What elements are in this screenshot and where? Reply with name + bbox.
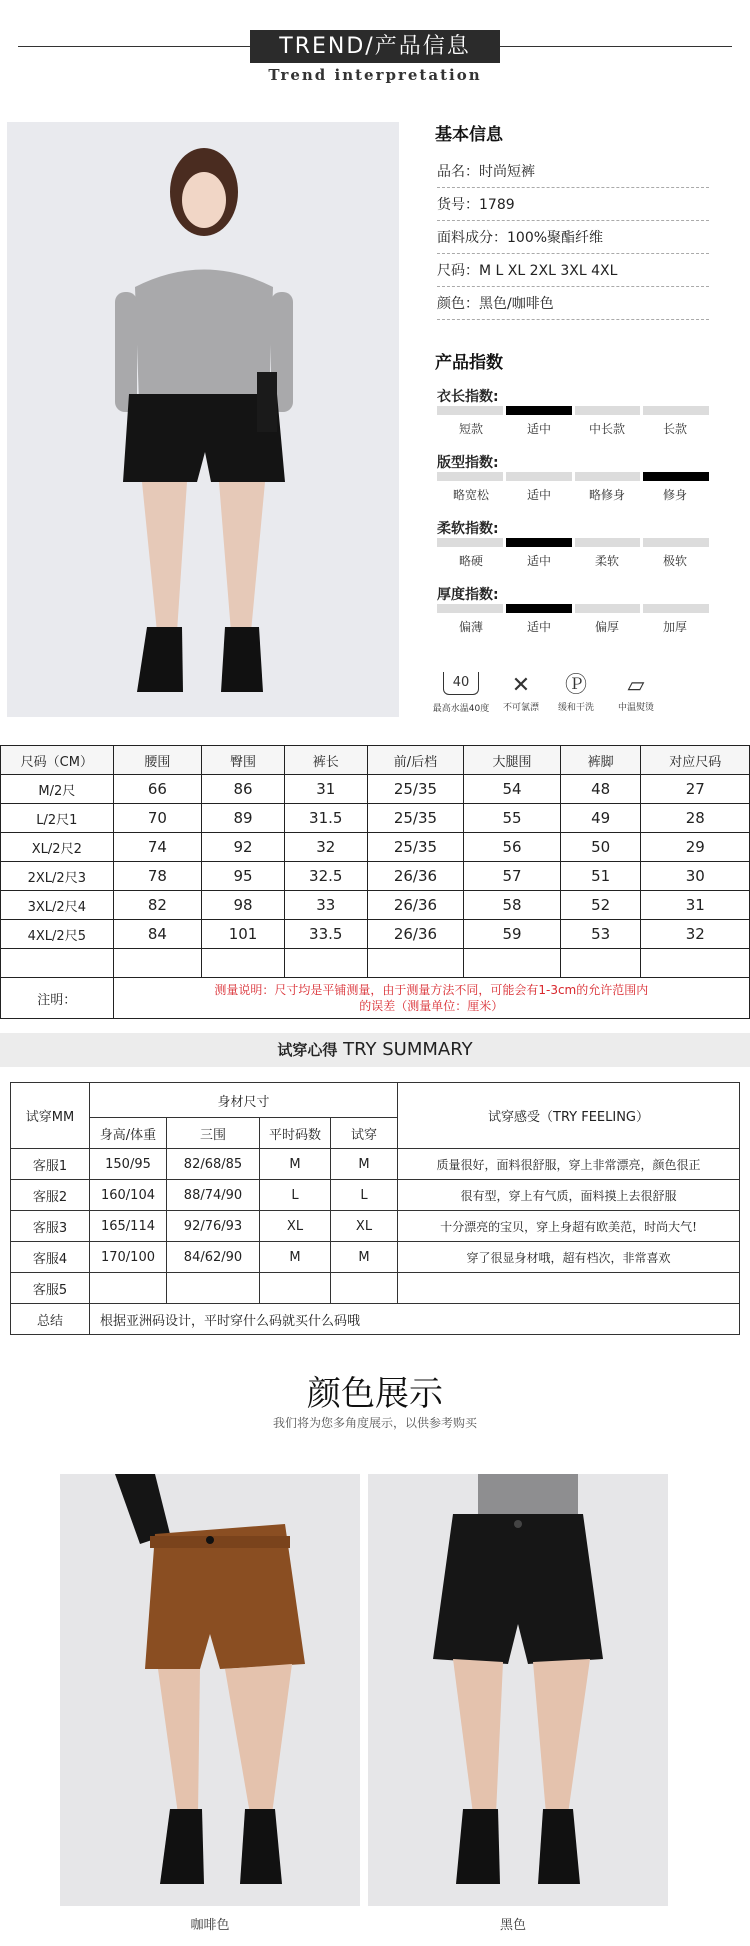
try-header-feeling: 试穿感受（TRY FEELING） xyxy=(398,1083,740,1149)
index-bar-thickness xyxy=(437,604,709,613)
try-cell: 150/95 xyxy=(90,1149,167,1180)
try-cell: M xyxy=(331,1149,398,1180)
try-cell: XL xyxy=(260,1211,331,1242)
black-shorts-photo xyxy=(368,1474,668,1906)
size-note-row xyxy=(1,978,750,1019)
size-cell: 29 xyxy=(641,833,750,862)
try-feedback: 很有型，穿上有气质，面料摸上去很舒服 xyxy=(398,1180,740,1211)
size-cell: 55 xyxy=(464,804,561,833)
size-header-cell: 尺码（CM） xyxy=(1,746,114,775)
size-cell: 86 xyxy=(202,775,285,804)
basic-info-title: 基本信息 xyxy=(435,125,503,145)
color-show-title: 颜色展示 xyxy=(307,1374,443,1414)
size-header-cell: 裤脚 xyxy=(560,746,641,775)
index-option: 中长款 xyxy=(588,422,625,436)
index-label-thickness: 厚度指数: xyxy=(437,587,499,603)
table-row xyxy=(1,920,750,949)
table-row xyxy=(1,775,750,804)
table-row xyxy=(11,1211,740,1242)
size-note-text xyxy=(113,978,749,1019)
product-index-title: 产品指数 xyxy=(435,353,503,373)
try-table xyxy=(10,1082,740,1335)
no-bleach-icon: ✕ xyxy=(511,673,531,698)
table-row xyxy=(11,1180,740,1211)
size-cell: 57 xyxy=(464,862,561,891)
size-cell: 26/36 xyxy=(367,862,464,891)
try-cell: 客服4 xyxy=(11,1242,90,1273)
try-summary-title-en: TRY SUMMARY xyxy=(343,1039,473,1060)
size-cell: 54 xyxy=(464,775,561,804)
color-show-subtitle: 我们将为您多角度展示，以供参考购买 xyxy=(272,1416,477,1430)
table-row xyxy=(11,1273,740,1304)
size-cell: M/2尺 xyxy=(1,775,114,804)
size-header-cell: 前/后档 xyxy=(367,746,464,775)
index-bar-fit xyxy=(437,472,709,481)
index-option: 略修身 xyxy=(588,488,625,502)
try-cell: 84/62/90 xyxy=(167,1242,260,1273)
size-cell: 31.5 xyxy=(284,804,367,833)
try-cell: 客服1 xyxy=(11,1149,90,1180)
table-row-empty xyxy=(1,949,750,978)
index-bar-length xyxy=(437,406,709,415)
size-cell: 27 xyxy=(641,775,750,804)
size-cell: 95 xyxy=(202,862,285,891)
size-cell: 25/35 xyxy=(367,775,464,804)
size-cell: 98 xyxy=(202,891,285,920)
size-cell: 33 xyxy=(284,891,367,920)
try-cell: M xyxy=(260,1149,331,1180)
size-cell: XL/2尺2 xyxy=(1,833,114,862)
index-option: 略硬 xyxy=(458,554,483,568)
try-header-model: 试穿MM xyxy=(11,1083,90,1149)
try-cell: 165/114 xyxy=(90,1211,167,1242)
header-subtitle: Trend interpretation xyxy=(268,66,482,84)
index-option: 偏厚 xyxy=(594,620,619,634)
size-header-cell: 臀围 xyxy=(202,746,285,775)
index-option: 适中 xyxy=(526,422,551,436)
try-feedback: 质量很好，面料很舒服，穿上非常漂亮，颜色很正 xyxy=(398,1149,740,1180)
try-cell: 92/76/93 xyxy=(167,1211,260,1242)
table-row xyxy=(11,1242,740,1273)
index-option: 极软 xyxy=(662,554,687,568)
size-cell: 30 xyxy=(641,862,750,891)
info-row-sku: 货号：1789 xyxy=(437,194,709,221)
try-summary-title-cn: 试穿心得 xyxy=(277,1041,338,1059)
care-wash xyxy=(430,672,492,714)
try-summary-row xyxy=(11,1304,740,1335)
size-cell: 74 xyxy=(113,833,202,862)
care-label: 不可氯漂 xyxy=(502,703,539,713)
size-table-header xyxy=(1,746,750,775)
index-option: 略宽松 xyxy=(452,488,489,502)
index-options-length xyxy=(437,420,709,437)
size-cell: 32 xyxy=(284,833,367,862)
size-cell: 25/35 xyxy=(367,833,464,862)
index-option: 修身 xyxy=(662,488,687,502)
size-cell: 92 xyxy=(202,833,285,862)
info-row-name: 品名：时尚短裤 xyxy=(437,161,709,188)
index-option: 柔软 xyxy=(594,554,619,568)
index-label-softness: 柔软指数: xyxy=(437,521,499,537)
index-options-softness xyxy=(437,552,709,569)
size-cell: 32.5 xyxy=(284,862,367,891)
size-cell: 89 xyxy=(202,804,285,833)
try-cell: 160/104 xyxy=(90,1180,167,1211)
size-cell: 56 xyxy=(464,833,561,862)
table-row xyxy=(1,833,750,862)
info-row-sizes: 尺码：M L XL 2XL 3XL 4XL xyxy=(437,260,709,287)
size-cell: 25/35 xyxy=(367,804,464,833)
size-header-cell: 大腿围 xyxy=(464,746,561,775)
index-option: 适中 xyxy=(526,554,551,568)
info-row-fabric: 面料成分：100%聚酯纤维 xyxy=(437,227,709,254)
size-header-cell: 对应尺码 xyxy=(641,746,750,775)
try-cell: 88/74/90 xyxy=(167,1180,260,1211)
try-subheader-cell: 三围 xyxy=(167,1118,260,1149)
size-cell: 48 xyxy=(560,775,641,804)
size-cell: 51 xyxy=(560,862,641,891)
table-row xyxy=(1,804,750,833)
index-options-fit xyxy=(437,486,709,503)
try-summary-bar xyxy=(0,1033,750,1067)
try-cell: M xyxy=(260,1242,331,1273)
try-cell: 客服3 xyxy=(11,1211,90,1242)
index-label-length: 衣长指数: xyxy=(437,389,499,405)
size-cell: 31 xyxy=(641,891,750,920)
size-cell: 26/36 xyxy=(367,891,464,920)
size-note-line: 测量说明：尺寸均是平铺测量，由于测量方法不同，可能会有1-3cm的允许范围内 xyxy=(214,983,649,997)
size-cell: 2XL/2尺3 xyxy=(1,862,114,891)
size-cell: 66 xyxy=(113,775,202,804)
care-dryclean xyxy=(545,672,607,713)
size-cell: 3XL/2尺4 xyxy=(1,891,114,920)
info-row-colors: 颜色：黑色/咖啡色 xyxy=(437,293,709,320)
size-cell: 82 xyxy=(113,891,202,920)
care-bleach xyxy=(490,672,552,713)
try-summary-text: 根据亚洲码设计，平时穿什么码就买什么码哦 xyxy=(90,1304,740,1335)
iron-icon: ⏥ xyxy=(627,673,645,698)
care-label: 缓和干洗 xyxy=(557,703,594,713)
index-option: 长款 xyxy=(662,422,687,436)
care-label: 中温熨烫 xyxy=(617,703,654,713)
size-header-cell: 腰围 xyxy=(113,746,202,775)
size-cell: 59 xyxy=(464,920,561,949)
try-cell: 客服2 xyxy=(11,1180,90,1211)
try-cell: XL xyxy=(331,1211,398,1242)
size-cell: 31 xyxy=(284,775,367,804)
size-cell: 50 xyxy=(560,833,641,862)
model-photo xyxy=(7,122,399,717)
care-label: 最高水温40度 xyxy=(432,704,490,714)
size-cell: 4XL/2尺5 xyxy=(1,920,114,949)
size-cell: 52 xyxy=(560,891,641,920)
try-subheader-cell: 平时码数 xyxy=(260,1118,331,1149)
try-cell: 82/68/85 xyxy=(167,1149,260,1180)
try-cell: M xyxy=(331,1242,398,1273)
caption-black: 黑色 xyxy=(499,1918,526,1933)
size-cell: 28 xyxy=(641,804,750,833)
size-cell: 49 xyxy=(560,804,641,833)
wash-40-icon: 40 xyxy=(443,672,479,695)
size-cell: 84 xyxy=(113,920,202,949)
size-cell: 53 xyxy=(560,920,641,949)
size-note-label: 注明： xyxy=(1,978,114,1019)
table-row xyxy=(1,891,750,920)
coffee-shorts-photo xyxy=(60,1474,360,1906)
care-iron xyxy=(605,672,667,713)
index-option: 加厚 xyxy=(662,620,687,634)
index-bar-softness xyxy=(437,538,709,547)
try-summary-label: 总结 xyxy=(11,1304,90,1335)
try-cell: 客服5 xyxy=(11,1273,90,1304)
size-note-line: 的误差（测量单位：厘米） xyxy=(359,999,504,1013)
try-feedback: 穿了很显身材哦，超有档次，非常喜欢 xyxy=(398,1242,740,1273)
size-cell: 26/36 xyxy=(367,920,464,949)
size-cell: 33.5 xyxy=(284,920,367,949)
dry-clean-icon: Ⓟ xyxy=(564,673,587,698)
index-option: 偏薄 xyxy=(458,620,483,634)
table-row xyxy=(11,1149,740,1180)
try-table-header xyxy=(11,1083,740,1118)
index-options-thickness xyxy=(437,618,709,635)
index-option: 短款 xyxy=(458,422,483,436)
size-cell: 58 xyxy=(464,891,561,920)
try-cell: L xyxy=(260,1180,331,1211)
try-subheader-cell: 试穿 xyxy=(331,1118,398,1149)
size-cell: 78 xyxy=(113,862,202,891)
try-subheader-cell: 身高/体重 xyxy=(90,1118,167,1149)
index-option: 适中 xyxy=(526,620,551,634)
try-cell: 170/100 xyxy=(90,1242,167,1273)
table-row xyxy=(1,862,750,891)
size-cell: 70 xyxy=(113,804,202,833)
try-feedback: 十分漂亮的宝贝，穿上身超有欧美范，时尚大气! xyxy=(398,1211,740,1242)
size-table xyxy=(0,745,750,1019)
header-title: TREND/产品信息 xyxy=(250,30,500,63)
size-cell: 101 xyxy=(202,920,285,949)
try-cell: L xyxy=(331,1180,398,1211)
size-cell: 32 xyxy=(641,920,750,949)
size-cell: L/2尺1 xyxy=(1,804,114,833)
index-option: 适中 xyxy=(526,488,551,502)
try-header-body: 身材尺寸 xyxy=(90,1083,398,1118)
index-label-fit: 版型指数: xyxy=(437,455,499,471)
size-header-cell: 裤长 xyxy=(284,746,367,775)
caption-coffee: 咖啡色 xyxy=(190,1918,230,1933)
